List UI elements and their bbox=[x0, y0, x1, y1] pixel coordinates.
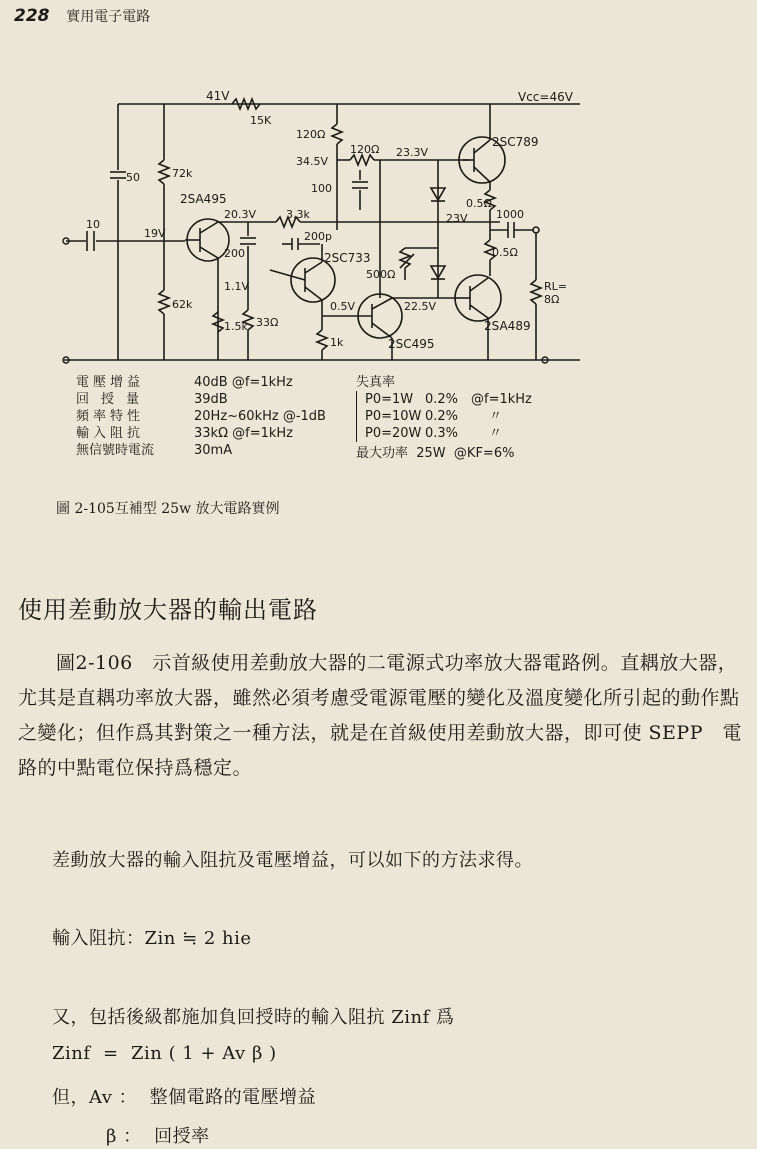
intro-line: 差動放大器的輸入阻抗及電壓增益，可以如下的方法求得。 bbox=[52, 850, 533, 871]
label-203v: 20.3V bbox=[224, 208, 257, 221]
spec-label: 無信號時電流 bbox=[76, 443, 155, 458]
spec-row bbox=[76, 374, 326, 391]
label-2sc495: 2SC495 bbox=[388, 337, 435, 351]
distortion-cond: P0=20W bbox=[365, 426, 422, 441]
label-c50: 50 bbox=[126, 171, 140, 184]
distortion-value: 0.3% bbox=[425, 426, 459, 441]
figure-caption: 圖 2-105互補型 25w 放大電路實例 bbox=[56, 501, 280, 517]
page-header bbox=[14, 6, 150, 26]
formula-line: Zinf = Zin ( 1 + Av β ) bbox=[52, 1043, 277, 1064]
distortion-row bbox=[365, 425, 532, 442]
where-beta-line: β ： 回授率 bbox=[106, 1126, 210, 1147]
label-05b: 0.5Ω bbox=[492, 246, 518, 259]
spec-value: 20Hz~60kHz @-1dB bbox=[194, 409, 326, 424]
label-2sa495: 2SA495 bbox=[180, 192, 227, 206]
spec-row bbox=[76, 425, 326, 442]
paragraph: 圖2-106 示首級使用差動放大器的二電源式功率放大器電路例。直耦放大器，尤其是直耦功率放大器，雖然必須考慮受電源電壓的變化及溫度變化所引起的動作點之變化；但作爲其對策之一種方法，就是在首級使用差動放大器，即可使 SEPP 電路的中點電位保持爲穩定。 bbox=[18, 652, 742, 779]
label-19v: 19V bbox=[144, 227, 166, 240]
spec-label: 回授量 bbox=[76, 392, 152, 407]
also-line: 又，包括後級都施加負回授時的輸入阻抗 Zinf 爲 bbox=[52, 1007, 455, 1028]
distortion-row bbox=[365, 391, 532, 408]
running-title: 實用電子電路 bbox=[66, 9, 151, 25]
label-233v: 23.3V bbox=[396, 146, 429, 159]
spec-value: 39dB bbox=[194, 392, 228, 407]
distortion-note: 〃 bbox=[489, 409, 503, 424]
label-120b: 120Ω bbox=[350, 143, 380, 156]
spec-row bbox=[76, 442, 326, 459]
label-c100: 100 bbox=[311, 182, 332, 195]
distortion-note: 〃 bbox=[489, 426, 503, 441]
label-2sc733: 2SC733 bbox=[324, 251, 371, 265]
label-33k: 3.3k bbox=[286, 208, 310, 221]
section-title: 使用差動放大器的輸出電路 bbox=[18, 596, 318, 624]
spec-table bbox=[76, 374, 326, 459]
label-05v: 0.5V bbox=[330, 300, 356, 313]
spec-row bbox=[76, 408, 326, 425]
distortion-value: 0.2% bbox=[425, 409, 459, 424]
label-rl: RL= bbox=[544, 280, 567, 293]
distortion-cond: P0=10W bbox=[365, 409, 422, 424]
circuit-diagram bbox=[0, 70, 757, 390]
spec-value: 33kΩ @f=1kHz bbox=[194, 426, 294, 441]
input-impedance-line: 輸入阻抗：Zin ≒ 2 hie bbox=[52, 928, 252, 949]
distortion-value: 0.2% bbox=[425, 392, 459, 407]
label-72k: 72k bbox=[172, 167, 193, 180]
label-120a: 120Ω bbox=[296, 128, 326, 141]
label-c10: 10 bbox=[86, 218, 100, 231]
spec-row bbox=[76, 391, 326, 408]
spec-label: 輸入阻抗 bbox=[76, 426, 145, 441]
label-41v: 41V bbox=[206, 89, 230, 103]
label-2sa489: 2SA489 bbox=[484, 319, 531, 333]
label-05a: 0.5Ω bbox=[466, 197, 492, 210]
spec-value: 40dB @f=1kHz bbox=[194, 375, 293, 390]
max-power: 最大功率 25W @KF=6% bbox=[356, 446, 515, 461]
distortion-title: 失真率 bbox=[356, 375, 396, 390]
spec-label: 頻率特性 bbox=[76, 409, 145, 424]
label-1k: 1k bbox=[330, 336, 344, 349]
label-rl-value: 8Ω bbox=[544, 293, 560, 306]
label-500: 500Ω bbox=[366, 268, 396, 281]
label-345v: 34.5V bbox=[296, 155, 329, 168]
label-33ohm: 33Ω bbox=[256, 316, 279, 329]
page-number: 228 bbox=[14, 6, 50, 26]
label-15k2: 1.5k bbox=[224, 320, 248, 333]
distortion-row bbox=[365, 408, 532, 425]
distortion-cond: P0=1W bbox=[365, 392, 414, 407]
label-225v: 22.5V bbox=[404, 300, 437, 313]
distortion-rows bbox=[356, 391, 532, 442]
spec-value: 30mA bbox=[194, 443, 233, 458]
label-11v: 1.1V bbox=[224, 280, 250, 293]
label-c1000: 1000 bbox=[496, 208, 524, 221]
spec-label: 電壓增益 bbox=[76, 375, 145, 390]
label-62k: 62k bbox=[172, 298, 193, 311]
label-vcc: Vcc=46V bbox=[518, 90, 573, 104]
label-23v: 23V bbox=[446, 212, 468, 225]
distortion-note: @f=1kHz bbox=[471, 392, 532, 407]
label-c200: 200 bbox=[224, 247, 245, 260]
where-av-line: 但，Av ： 整個電路的電壓增益 bbox=[52, 1087, 317, 1108]
label-2sc789: 2SC789 bbox=[492, 135, 539, 149]
distortion-table bbox=[356, 374, 532, 462]
label-200p: 200p bbox=[304, 230, 332, 243]
label-15k: 15K bbox=[250, 114, 272, 127]
